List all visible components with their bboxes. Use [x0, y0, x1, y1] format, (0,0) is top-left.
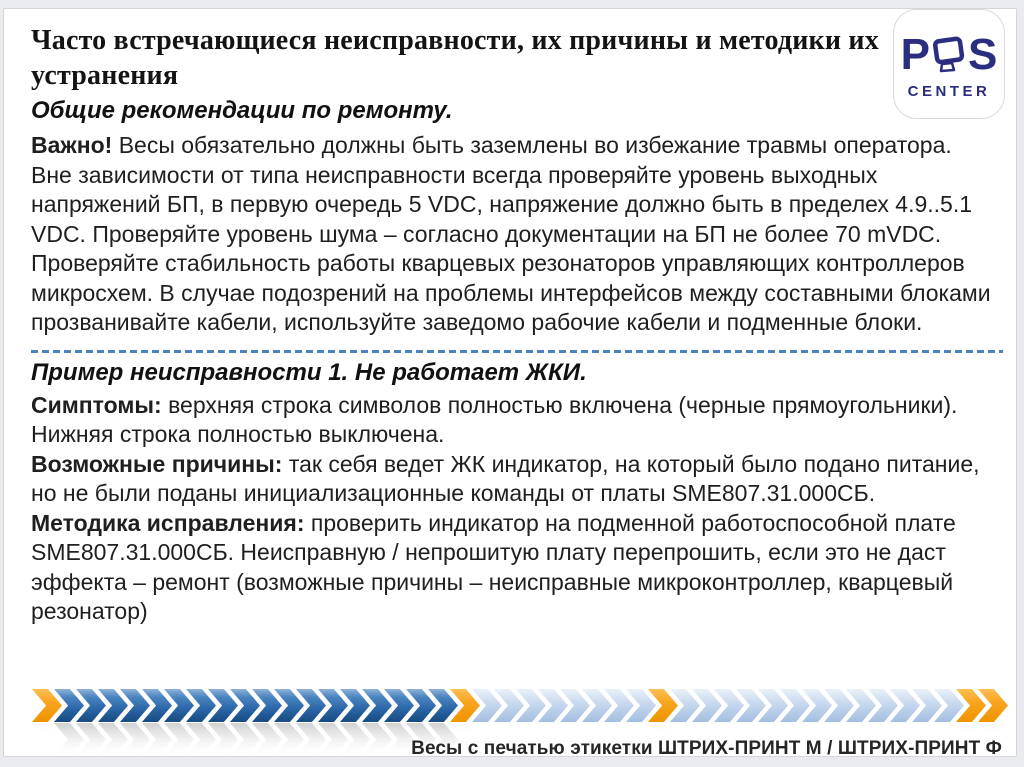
- monitor-icon: [931, 35, 967, 75]
- subtitle: Общие рекомендации по ремонту.: [31, 97, 453, 124]
- footer-caption: Весы с печатью этикетки ШТРИХ-ПРИНТ М / ШТРИХ-ПРИНТ Ф: [411, 738, 1002, 759]
- slide-content: [31, 23, 993, 627]
- page-title: Часто встречающиеся неисправности, их причины и методики их устранения: [31, 25, 879, 91]
- intro-text: Весы обязательно должны быть заземлены во избежание травмы оператора. Вне зависимости от типа неисправности всегда проверяйте уровень выходных напряжений БП, в первую очередь 5 VDC, напряжение должно быть в пределех 4.9..5.1 VDC. Проверяйте уровень шума – согласно документации на БП не более 70 mVDC. Проверяйте стабильность работы кварцевых резонаторов управляющих контроллеров микросхем. В случае подозрений на проблемы интерфейсов между составными блоками прозванивайте кабели, используйте заведомо рабочие кабели и подменные блоки.: [31, 132, 991, 335]
- intro-label: Важно!: [31, 132, 113, 158]
- chevron-band: [32, 689, 1000, 722]
- chevron: [32, 689, 62, 722]
- symptoms-paragraph: [31, 391, 993, 450]
- logo-top-row: [901, 29, 998, 81]
- fix-method-paragraph: [31, 509, 993, 627]
- causes-paragraph: [31, 450, 993, 509]
- causes-text: так себя ведет ЖК индикатор, на который было подано питание, но не были поданы инициализационные команды от платы SME807.31.000СБ.: [31, 450, 980, 506]
- symptoms-text: верхняя строка символов полностью включена (черные прямоугольники). Нижняя строка полностью выключена.: [31, 391, 958, 447]
- causes-label: Возможные причины:: [31, 450, 283, 477]
- logo-letter-p: P: [900, 29, 930, 79]
- slide: [3, 8, 1017, 757]
- example-heading: Пример неисправности 1. Не работает ЖКИ.: [31, 358, 587, 386]
- pos-center-logo: [893, 9, 1005, 119]
- logo-letter-s: S: [968, 29, 998, 79]
- fix-method-text: проверить индикатор на подменной работоспособной плате SME807.31.000СБ. Неисправную / непрошитую плату перепрошить, если это не даст эффекта – ремонт (возможные причины – неисправные микроконтроллер, кварцевый резонатор): [31, 509, 956, 624]
- fix-method-label: Методика исправления:: [31, 509, 305, 536]
- symptoms-label: Симптомы:: [31, 391, 162, 418]
- logo-word-center: CENTER: [907, 82, 991, 100]
- chevron: [32, 723, 62, 756]
- intro-paragraph: [31, 131, 993, 338]
- dashed-divider: [31, 350, 1003, 353]
